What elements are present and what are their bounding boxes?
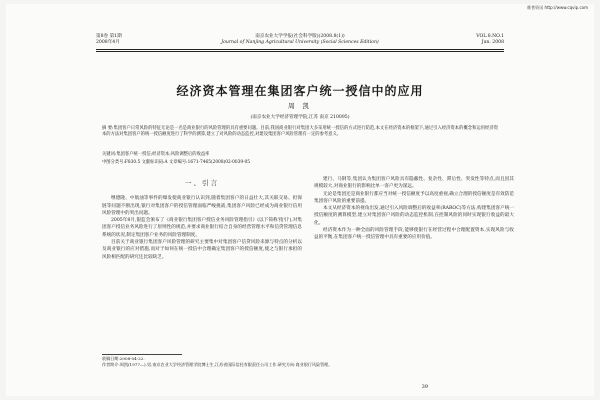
volume-date: Jun. 2008 bbox=[481, 40, 504, 45]
body-paragraph: 继德隆、中航油等事件的爆发使商业银行认识到,随着集团客户的日益壮大,其关联交易、担保链等问题不断出现,银行对集团客户的授信管理面临严峻挑战,集团客户风险已经成为商业银行信用风险管理中的突出问题。 bbox=[102, 196, 302, 216]
journal-page bbox=[6, 4, 594, 396]
source-stamp: 维普资讯 http://www.cqvip.com bbox=[527, 5, 588, 10]
left-column bbox=[102, 176, 302, 261]
page-number: 39 bbox=[421, 384, 428, 390]
volume-number: VOL.8.NO.1 bbox=[476, 34, 504, 39]
article-title: 经济资本管理在集团客户统一授信中的应用 bbox=[176, 84, 424, 98]
journal-name-en: Journal of Nanjing Agricultural University (Social Sciences Edition) bbox=[221, 40, 379, 45]
header-rule-top bbox=[96, 49, 504, 50]
body-paragraph: 无论是集团还是商业银行都应当对统一授信额度予以高度重视,确立合理的授信额度是有效防范集团客户风险的重要前提。 bbox=[314, 191, 514, 204]
section-heading: 一、引言 bbox=[185, 179, 219, 187]
body-paragraph: 经济资本作为一种全面的风险管理手段,能够使银行在经营过程中合理配置资本,实现风险与收益的平衡,在集团客户统一授信管理中具有重要的应用价值。 bbox=[314, 228, 514, 241]
issue-date: 2008年4月 bbox=[96, 40, 120, 45]
footnote-received: 收稿日期:2008-04-22. bbox=[102, 356, 145, 361]
keywords: 关键词:集团客户统一授信;经济资本;风险调整后的收益率 bbox=[102, 152, 210, 157]
body-paragraph: 本文从经济资本的视角出发,通过引入风险调整后的收益率(RAROC)等方法,构建集团客户统一授信额度的测算模型,建立对集团客户风险的动态监控机制,在控制风险的同时实现银行收益的最大化。 bbox=[314, 206, 514, 226]
footnote-author-bio: 作者简介:周凯(1977—),男,南京农业大学经济管理学院博士生,江苏省国际信托有限责任公司工作,研究方向:商业银行风险管理。 bbox=[102, 362, 333, 367]
classification-line: 中图分类号:F830.5 文献标识码:A 文章编号:1671-7465(2008)02-0039-05 bbox=[102, 160, 250, 165]
header-rule-bottom bbox=[96, 51, 504, 52]
footnote-rule bbox=[102, 354, 182, 355]
body-paragraph: 2005年8月,银监会颁布了《商业银行集团客户授信业务风险管理指引》(以下简称'指引'),对集团客户授信业务风险进行了原则性的规范,并要求商业银行结合自身的经营管理水平和信贷管理信息系统的状况,制定集团客户业务的风险管理制度。 bbox=[102, 218, 302, 238]
issue-volume: 第8卷 第1期 bbox=[96, 34, 122, 39]
body-paragraph: 建行、马钢等,集团认为集团客户风险具有隐蔽性、复杂性、滞后性、突发性等特点,而且因其规模较大,对商业银行的影响比单一客户更为深远。 bbox=[314, 177, 514, 190]
author-affiliation: (南京农业大学经济管理学院,江苏 南京 210095) bbox=[250, 115, 350, 120]
volume-info bbox=[476, 34, 504, 46]
journal-name bbox=[6, 34, 594, 46]
abstract: 摘 要:集团客户日常风险的特征无论是一名是商业银行的风险管理的具有重要问题。目前,我国商业银行对集团大多采用统一授信的方式进行防范,本文在经济资本的框架下,通过引入经济资本的概念和运用经济资本的方法对集团客户的统一授信额度进行了科学的测算,建立了对风险的动态监控,对建设集团客户风险管理有一定的参考意义。 bbox=[102, 126, 498, 138]
right-column bbox=[314, 176, 514, 242]
body-paragraph: 目前关于商业银行集团客户风险管理的研究主要集中对集团客户信贷风险来源与特点的分析以及商业银行的应对措施,而对于如何在统一授信中合理确定集团客户的授信额度,使之与银行承担的风险相匹配的研究还比较缺乏。 bbox=[102, 240, 302, 260]
journal-name-cn: 南京农业大学学报(社会科学版)(2008.8(1)) bbox=[255, 34, 345, 39]
article-author: 周 凯 bbox=[287, 102, 313, 110]
